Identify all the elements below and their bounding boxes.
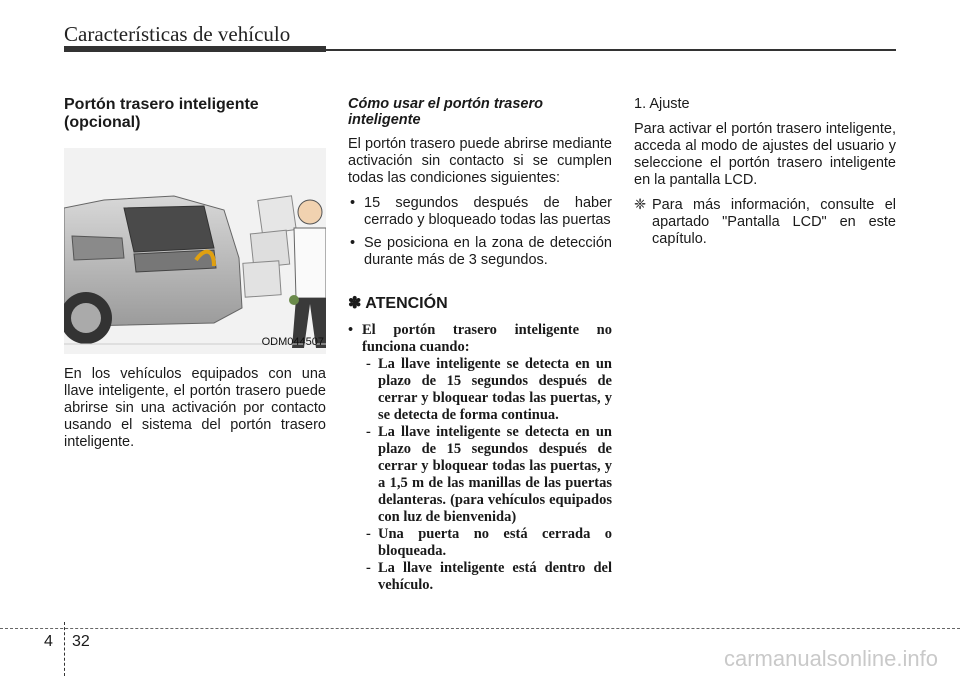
column-left [64,96,326,459]
figure-code: ODM044507 [261,336,324,348]
footer-rule [0,628,960,629]
list-item: • Se posiciona en la zona de detección durante más de 3 segundos. [350,235,612,268]
bullet-mark: • [350,195,356,211]
list-item: - Una puerta no está cerrada o bloqueada. [366,526,612,559]
list-item: - La llave inteligente está dentro del vehículo. [366,560,612,593]
car-person-illustration [64,148,326,354]
list-item: • 15 segundos después de haber cerrado y bloqueado todas las puertas [350,195,612,228]
chapter-number: 4 [44,633,53,650]
note-icon: ❈ [634,197,647,213]
tailgate-illustration [64,148,326,354]
list-item: - La llave inteligente se detecta en un plazo de 15 segundos después de cerrar y bloquear todas las puertas, y se detecta de forma continua. [366,356,612,423]
settings-paragraph: Para activar el portón trasero inteligente, acceda al modo de ajustes del usuario y seleccione el portón trasero inteligente en la pantalla LCD. [634,121,896,188]
attention-lead: • El portón trasero inteligente no funciona cuando: [348,322,612,355]
subsection-heading: Cómo usar el portón trasero inteligente [348,96,543,128]
attention-title: ✽ ATENCIÓN [348,295,448,312]
bullet-mark: • [350,235,356,251]
attention-box [348,322,612,594]
page-number: 32 [72,633,90,650]
step-heading: 1. Ajuste [634,96,690,112]
footer-separator [64,622,65,676]
watermark: carmanualsonline.info [723,646,938,671]
column-middle [348,96,612,594]
section-heading: Portón trasero inteligente (opcional) [64,96,259,131]
header-rule-thin [326,49,896,51]
reference-note: ❈ Para más información, consulte el apartado "Pantalla LCD" en este capítulo. [634,197,896,247]
header-title: Características de vehículo [64,22,291,46]
column-right [634,96,896,248]
list-item: - La llave inteligente se detecta en un plazo de 15 segundos después de cerrar y bloquear todas las puertas, y a 1,5 m de las manillas de las puertas delanteras. (para vehículos equipados con luz de bienvenida) [366,424,612,525]
conditions-intro: El portón trasero puede abrirse mediante activación sin contacto si se cumplen todas las condiciones siguientes: [348,136,612,186]
intro-paragraph: En los vehículos equipados con una llave inteligente, el portón trasero puede abrirse sin una activación por contacto usando el sistema del portón trasero inteligente. [64,366,326,450]
conditions-list [348,195,612,269]
header-rule-thick [64,46,326,52]
